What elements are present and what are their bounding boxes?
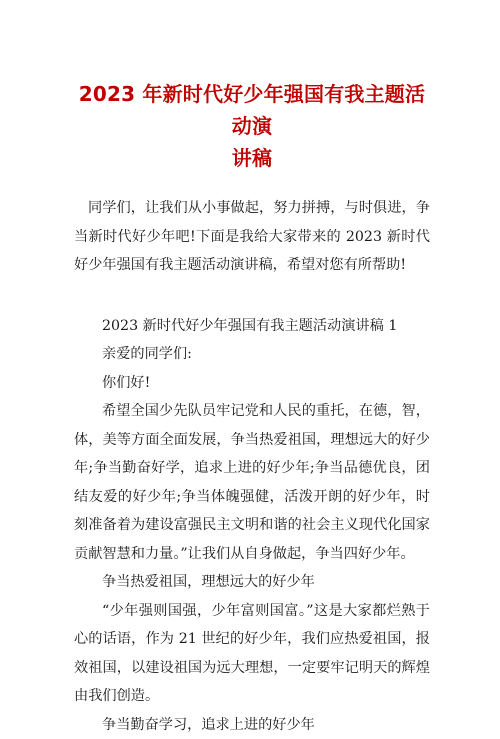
subheading-study-hard: 争当勤奋学习，追求上进的好少年 — [74, 711, 430, 739]
speech-heading: 2023 新时代好少年强国有我主题活动演讲稿 1 — [74, 312, 430, 341]
body-paragraph: “少年强则国强，少年富则国富。”这是大家都烂熟于心的话语，作为 21 世纪的好少年，我们应热爱祖国，报效祖国，以建设祖国为远大理想，一定要牢记明天的辉煌由我们创造。 — [74, 597, 430, 711]
body-paragraph: 希望全国少先队员牢记党和人民的重托，在德，智，体，美等方面全面发展，争当热爱祖国，理想远大的好少年;争当勤奋好学，追求上进的好少年;争当品德优良，团结友爱的好少年;争当体魄强健，活泼开朗的好少年，时刻准备着为建设富强民主文明和谐的社会主义现代化国家贡献智慧和力量。”让我们从自身做起，争当四好少年。 — [74, 397, 430, 568]
subheading-love-country: 争当热爱祖国，理想远大的好少年 — [74, 568, 430, 597]
greeting: 你们好! — [74, 369, 430, 398]
section-spacer — [74, 280, 430, 312]
title-line-2: 讲稿 — [74, 142, 430, 174]
document-title — [74, 78, 430, 174]
intro-paragraph: 同学们，让我们从小事做起，努力拼搏，与时俱进，争当新时代好少年吧!下面是我给大家带来的 2023 新时代好少年强国有我主题活动演讲稿，希望对您有所帮助! — [74, 194, 430, 280]
title-line-1: 2023 年新时代好少年强国有我主题活动演 — [74, 78, 430, 142]
salutation: 亲爱的同学们: — [74, 340, 430, 369]
